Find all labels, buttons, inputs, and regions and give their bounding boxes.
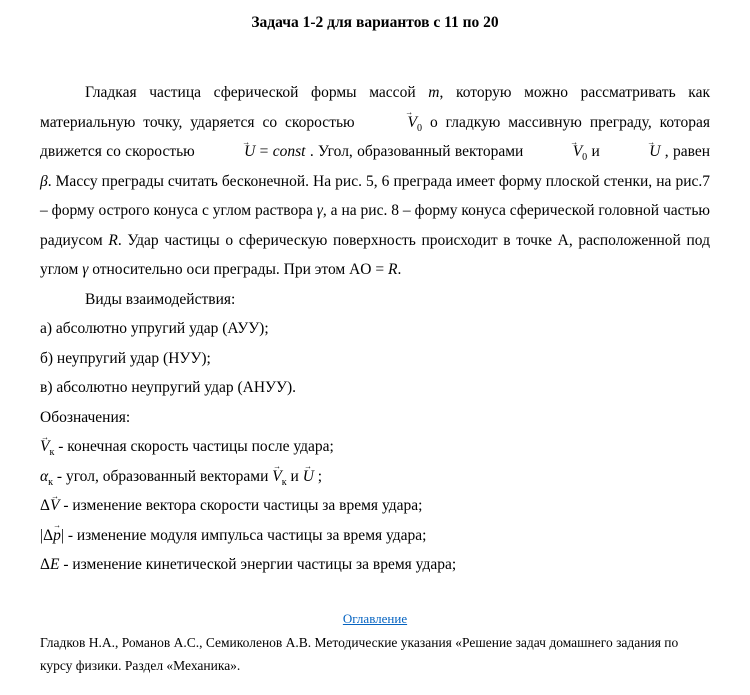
table-of-contents-row [40,611,710,626]
interaction-type-item-v: в) абсолютно неупругий удар (АНУУ). [40,379,296,396]
notation-line-angle-alpha: $\alpha_к$ - угол, образованный векторами $V \to_к$ и U → ; [40,462,710,492]
bibliography-reference: Гладков Н.А., Романов А.С., Семиколенов А.В. Методические указания «Решение задач домашнего задания по курсу физики. Раздел «Механика». [40,634,679,673]
interaction-types-heading: Виды взаимодействия: [85,290,236,308]
document-title: Задача 1-2 для вариантов с 11 по 20 [251,14,499,31]
interaction-type-item-b: б) неупругий удар (НУУ); [40,349,211,367]
toc-link[interactable]: Оглавление [342,610,408,626]
problem-statement: Гладкая частица сферической формы массой m, которую можно рассматривать как материальную точку, ударяется со скоростью $V \to_0$ о гладкую массивную преграду, которая движется со скоростью U → = const . Угол, образованный векторами $V \to_0$ и U → , равен β. Массу преграды считать бесконечной. На рис. 5, 6 преграда имеет форму плоской стенки, на рис.7 – форму острого конуса с углом раствора γ, а на рис. 8 – форму конуса сферической головной частью радиусом R. Удар частицы о сферическую поверхность происходит в точке A, расположенной под углом γ относительно оси преграды. При этом AO = R. [40,78,710,285]
document-body [0,78,750,677]
text-block [40,78,710,580]
notation-line-delta-energy: ΔE - изменение кинетической энергии частицы за время удара; [40,556,457,573]
interaction-type-item-a: а) абсолютно упругий удар (АУУ); [40,320,269,337]
notation-line-delta-velocity: ΔV → - изменение вектора скорости частицы за время удара; [40,491,710,521]
notation-heading: Обозначения: [40,408,131,426]
notation-line-final-velocity: $V \to_к$ - конечная скорость частицы после удара; [40,432,710,462]
notation-line-delta-momentum: |Δp →| - изменение модуля импульса частицы за время удара; [40,521,710,551]
